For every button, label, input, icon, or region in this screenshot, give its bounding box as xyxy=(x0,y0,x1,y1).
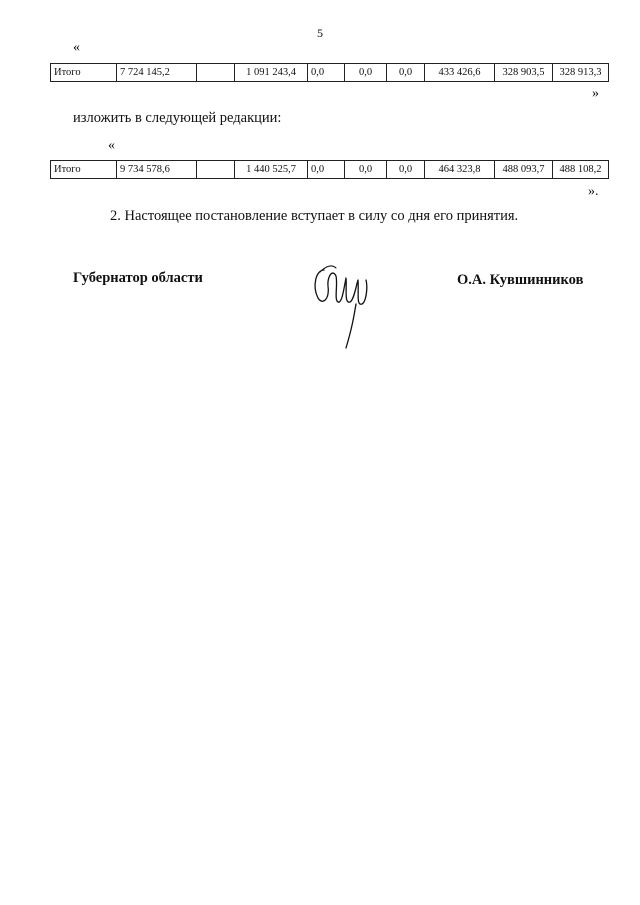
table-cell: 433 426,6 xyxy=(425,64,495,82)
signatory-name: О.А. Кувшинников xyxy=(457,272,584,288)
closing-quote-old: » xyxy=(592,86,599,101)
table-cell: 0,0 xyxy=(308,64,345,82)
row-label-total: Итого xyxy=(51,161,117,179)
table-cell: 1 091 243,4 xyxy=(235,64,308,82)
table-cell: 0,0 xyxy=(308,161,345,179)
new-total-row xyxy=(50,160,609,179)
table-cell: 1 440 525,7 xyxy=(235,161,308,179)
row-label-total: Итого xyxy=(51,64,117,82)
page-number: 5 xyxy=(317,26,323,40)
table-cell: 328 913,3 xyxy=(553,64,609,82)
table-cell: 9 734 578,6 xyxy=(117,161,197,179)
table-cell: 0,0 xyxy=(345,161,387,179)
table-cell xyxy=(197,161,235,179)
table-cell: 0,0 xyxy=(345,64,387,82)
instruction-text: изложить в следующей редакции: xyxy=(73,110,282,126)
table-cell: 464 323,8 xyxy=(425,161,495,179)
table-cell: 7 724 145,2 xyxy=(117,64,197,82)
table-row xyxy=(51,64,609,82)
table-row xyxy=(51,161,609,179)
table-cell xyxy=(197,64,235,82)
old-total-row xyxy=(50,63,609,82)
table-cell: 0,0 xyxy=(387,64,425,82)
paragraph-2: 2. Настоящее постановление вступает в силу со дня его принятия. xyxy=(110,208,519,224)
signatory-position: Губернатор области xyxy=(73,270,203,286)
signature-image xyxy=(306,258,376,353)
opening-quote-new: « xyxy=(108,138,115,153)
table-cell: 488 093,7 xyxy=(495,161,553,179)
table-cell: 0,0 xyxy=(387,161,425,179)
closing-quote-new: ». xyxy=(588,184,599,199)
table-cell: 488 108,2 xyxy=(553,161,609,179)
table-cell: 328 903,5 xyxy=(495,64,553,82)
opening-quote-old: « xyxy=(73,40,80,55)
